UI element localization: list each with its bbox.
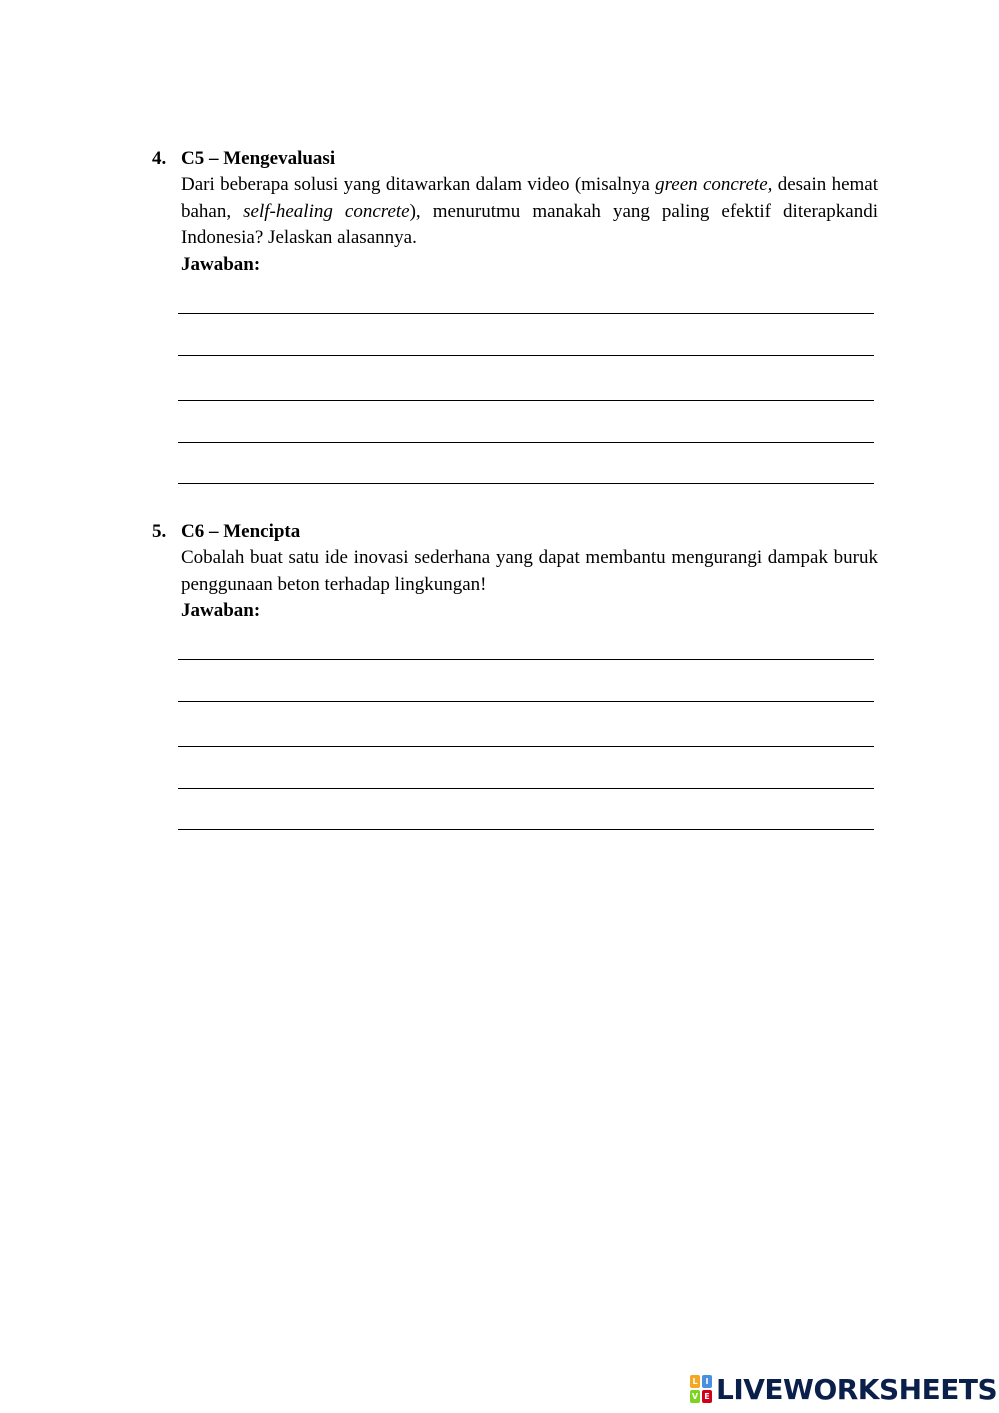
question-5-title: C6 – Mencipta	[181, 521, 301, 542]
liveworksheets-logo-text: LIVEWORKSHEETS	[716, 1372, 998, 1406]
question-5-answer-line-4[interactable]	[178, 788, 874, 789]
logo-mark-letter: V	[691, 1392, 699, 1401]
liveworksheets-logo	[690, 1372, 997, 1406]
question-5-text	[181, 545, 878, 598]
question-4-text-part: desain hemat bahan,	[181, 174, 878, 222]
question-4-answer-line-3[interactable]	[178, 400, 874, 401]
question-5-heading	[152, 519, 878, 545]
question-4-answer-line-1[interactable]	[178, 313, 874, 314]
question-4-text	[181, 172, 878, 252]
question-4-answer-line-2[interactable]	[178, 355, 874, 356]
question-5-answer-line-1[interactable]	[178, 659, 874, 660]
question-5-text-part: Cobalah buat satu ide inovasi sederhana yang dapat membantu mengurangi dampak buruk penggunaan beton terhadap lingkungan!	[181, 547, 878, 595]
logo-mark-letter: E	[702, 1390, 712, 1403]
question-4-answer-label: Jawaban:	[181, 253, 261, 275]
question-4-answer-line-5[interactable]	[178, 483, 874, 484]
question-4-text-italic: green concrete,	[655, 174, 773, 195]
question-4-title: C5 – Mengevaluasi	[181, 148, 336, 169]
question-5-answer-line-5[interactable]	[178, 829, 874, 830]
question-4-answer-line-4[interactable]	[178, 442, 874, 443]
logo-mark-letter: L	[690, 1375, 700, 1388]
liveworksheets-logo-icon	[690, 1375, 712, 1403]
question-4	[152, 146, 878, 278]
question-5-answer-label: Jawaban:	[181, 600, 261, 621]
question-4-text-italic: self-healing concrete	[243, 200, 410, 222]
question-4-heading	[152, 146, 878, 172]
question-4-text-part: Dari beberapa solusi yang ditawarkan dalam video (misalnya	[181, 174, 656, 195]
question-4-number: 4.	[152, 148, 167, 169]
question-5-answer-line-3[interactable]	[178, 746, 874, 747]
logo-mark-letter: I	[702, 1375, 712, 1388]
question-4-text-part: ), menurutmu manakah yang paling efektif diterapkandi Indonesia? Jelaskan alasannya.	[181, 200, 878, 248]
question-5-number: 5.	[152, 521, 167, 542]
question-5	[152, 519, 878, 624]
question-5-answer-line-2[interactable]	[178, 701, 874, 702]
